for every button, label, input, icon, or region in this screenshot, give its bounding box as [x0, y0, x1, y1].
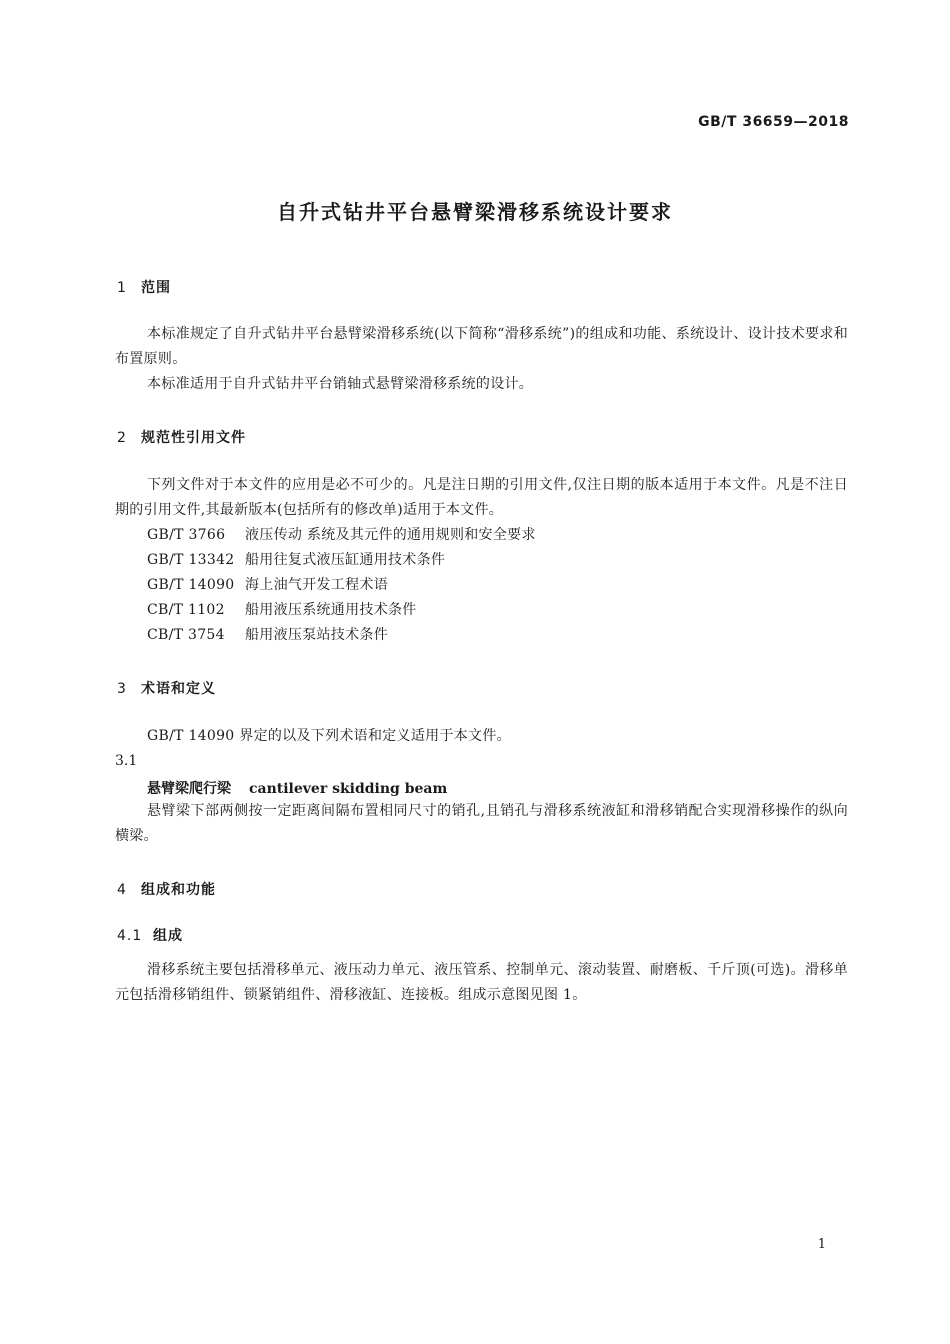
- section-title: 术语和定义: [141, 681, 216, 697]
- section-1-heading: [117, 277, 171, 297]
- reference-title: 液压传动 系统及其元件的通用规则和安全要求: [245, 527, 536, 543]
- reference-item: [147, 623, 388, 648]
- section-4-heading: [117, 879, 216, 899]
- section-title: 组成和功能: [141, 882, 216, 898]
- reference-code: GB/T 14090: [147, 577, 235, 593]
- section-title: 规范性引用文件: [141, 430, 246, 446]
- document-code: GB/T 36659—2018: [698, 114, 849, 130]
- term-number: 3.1: [115, 753, 138, 769]
- subsection-number: 4.1: [117, 928, 143, 944]
- reference-code: CB/T 1102: [147, 602, 225, 618]
- term-definition: 悬臂梁下部两侧按一定距离间隔布置相同尺寸的销孔,且销孔与滑移系统液缸和滑移销配合实现滑移操作的纵向横梁。: [115, 803, 848, 844]
- reference-item: [147, 548, 445, 573]
- reference-title: 海上油气开发工程术语: [245, 577, 388, 593]
- reference-title: 船用液压泵站技术条件: [245, 627, 388, 643]
- term-chinese: 悬臂梁爬行梁: [147, 781, 231, 797]
- composition-paragraph: 滑移系统主要包括滑移单元、液压动力单元、液压管系、控制单元、滚动装置、耐磨板、千斤顶(可选)。滑移单元包括滑移销组件、锁紧销组件、滑移液缸、连接板。组成示意图见图 1。: [115, 962, 848, 1003]
- reference-code: GB/T 3766: [147, 527, 226, 543]
- section-3-heading: [117, 678, 216, 698]
- terms-intro: GB/T 14090 界定的以及下列术语和定义适用于本文件。: [147, 728, 511, 744]
- section-number: 4: [117, 882, 127, 898]
- section-number: 3: [117, 681, 127, 697]
- reference-code: CB/T 3754: [147, 627, 225, 643]
- reference-title: 船用液压系统通用技术条件: [245, 602, 417, 618]
- references-intro: 下列文件对于本文件的应用是必不可少的。凡是注日期的引用文件,仅注日期的版本适用于本文件。凡是不注日期的引用文件,其最新版本(包括所有的修改单)适用于本文件。: [115, 477, 848, 518]
- document-title: 自升式钻井平台悬臂梁滑移系统设计要求: [277, 200, 673, 224]
- reference-item: [147, 598, 417, 623]
- section-number: 2: [117, 430, 127, 446]
- scope-paragraph: 本标准规定了自升式钻井平台悬臂梁滑移系统(以下简称“滑移系统”)的组成和功能、系统设计、设计技术要求和布置原则。: [115, 326, 848, 367]
- subsection-title: 组成: [153, 928, 183, 944]
- applicability-paragraph: 本标准适用于自升式钻井平台销轴式悬臂梁滑移系统的设计。: [147, 376, 534, 392]
- term-entry: [147, 778, 447, 798]
- term-english: cantilever skidding beam: [249, 781, 448, 797]
- section-2-heading: [117, 427, 246, 447]
- reference-code: GB/T 13342: [147, 552, 235, 568]
- reference-title: 船用往复式液压缸通用技术条件: [245, 552, 446, 568]
- reference-item: [147, 523, 536, 548]
- section-number: 1: [117, 280, 127, 296]
- page-number: 1: [817, 1237, 826, 1252]
- subsection-4-1-heading: [117, 925, 183, 945]
- section-title: 范围: [141, 280, 171, 296]
- reference-item: [147, 573, 388, 598]
